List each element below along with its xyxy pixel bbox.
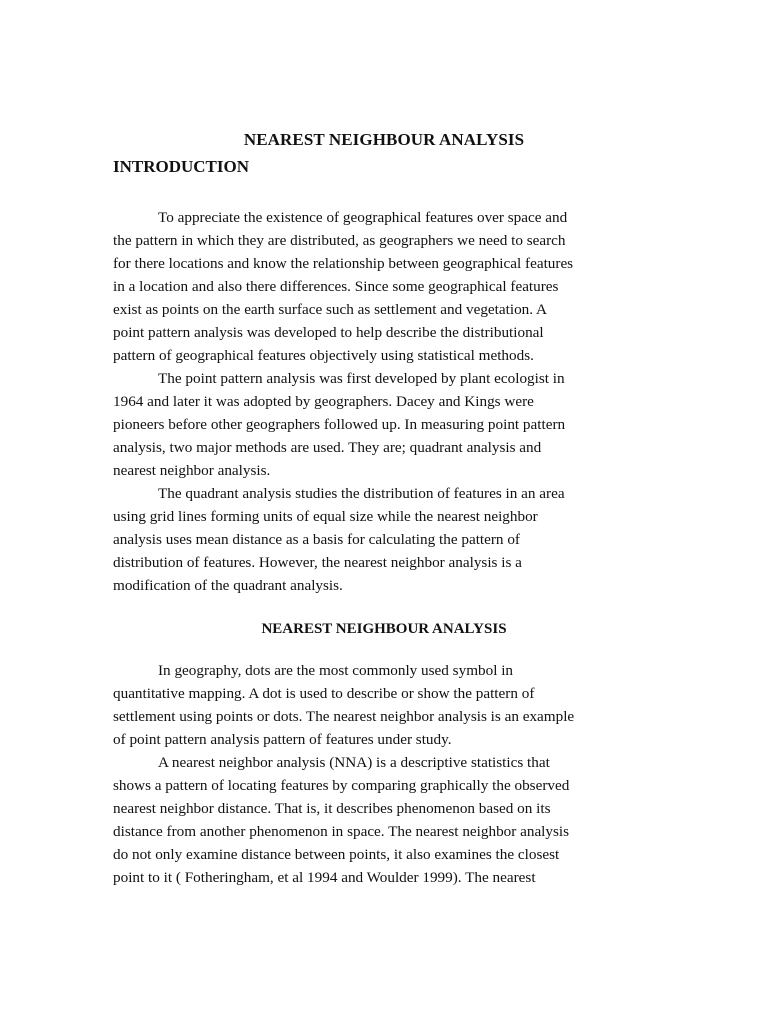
text-line: The quadrant analysis studies the distribution of features in an area bbox=[158, 485, 565, 502]
paragraph bbox=[113, 206, 673, 367]
text-line: pattern of geographical features objectively using statistical methods. bbox=[113, 347, 534, 364]
text-line: The point pattern analysis was first developed by plant ecologist in bbox=[158, 370, 565, 387]
document-title: NEAREST NEIGHBOUR ANALYSIS bbox=[243, 130, 525, 149]
text-line: point pattern analysis was developed to help describe the distributional bbox=[113, 324, 544, 341]
text-line: quantitative mapping. A dot is used to describe or show the pattern of bbox=[113, 685, 535, 702]
text-line: settlement using points or dots. The nearest neighbor analysis is an example bbox=[113, 708, 575, 725]
text-line: in a location and also there differences. Since some geographical features bbox=[113, 278, 559, 295]
text-line: nearest neighbor distance. That is, it describes phenomenon based on its bbox=[113, 800, 551, 817]
text-line: In geography, dots are the most commonly used symbol in bbox=[158, 662, 514, 679]
text-line: To appreciate the existence of geographical features over space and bbox=[158, 209, 568, 226]
section-body bbox=[113, 659, 673, 889]
text-line: shows a pattern of locating features by comparing graphically the observed bbox=[113, 777, 570, 794]
text-line: pioneers before other geographers followed up. In measuring point pattern bbox=[113, 416, 566, 433]
text-line: the pattern in which they are distributed, as geographers we need to search bbox=[113, 232, 566, 249]
paragraph bbox=[113, 367, 673, 482]
paragraph bbox=[113, 482, 673, 597]
text-line: distance from another phenomenon in space. The nearest neighbor analysis bbox=[113, 823, 570, 840]
text-line: modification of the quadrant analysis. bbox=[113, 577, 343, 594]
paragraph bbox=[113, 659, 673, 751]
text-line: nearest neighbor analysis. bbox=[113, 462, 271, 479]
text-line: do not only examine distance between points, it also examines the closest bbox=[113, 846, 560, 863]
introduction-body bbox=[113, 206, 673, 597]
text-line: A nearest neighbor analysis (NNA) is a descriptive statistics that bbox=[158, 754, 550, 771]
text-line: of point pattern analysis pattern of features under study. bbox=[113, 731, 452, 748]
text-line: point to it ( Fotheringham, et al 1994 and Woulder 1999). The nearest bbox=[113, 869, 536, 886]
text-line: exist as points on the earth surface such as settlement and vegetation. A bbox=[113, 301, 547, 318]
text-line: analysis, two major methods are used. They are; quadrant analysis and bbox=[113, 439, 542, 456]
section-heading: NEAREST NEIGHBOUR ANALYSIS bbox=[261, 621, 507, 637]
introduction-heading: INTRODUCTION bbox=[113, 157, 250, 176]
text-line: analysis uses mean distance as a basis for calculating the pattern of bbox=[113, 531, 520, 548]
text-line: 1964 and later it was adopted by geographers. Dacey and Kings were bbox=[113, 393, 534, 410]
text-line: distribution of features. However, the nearest neighbor analysis is a bbox=[113, 554, 522, 571]
text-line: using grid lines forming units of equal size while the nearest neighbor bbox=[113, 508, 538, 525]
text-line: for there locations and know the relationship between geographical features bbox=[113, 255, 574, 272]
paragraph bbox=[113, 751, 673, 889]
